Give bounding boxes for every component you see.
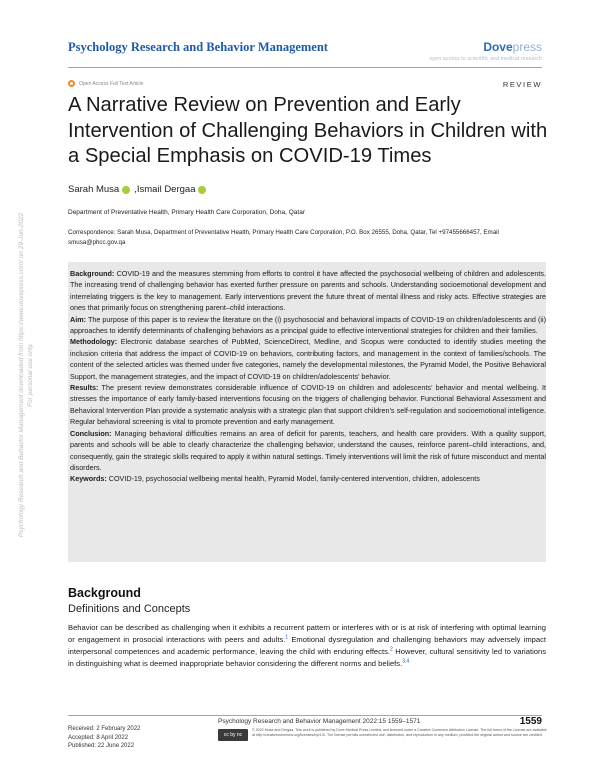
abstract-keywords: Keywords: COVID-19, psychosocial wellbeing mental health, Pyramid Model, family-centered intervention, children, adolescents [70,474,480,484]
abstract-background: Background: COVID-19 and the measures stemming from efforts to control it have affected the psychosocial wellbeing of children and adolescents. The increasing trend of challenging behavior has exerted further pressure on parents and schools. Understanding socioemotional development and interrelating triggers is the key to management. Early interventions prevent the future threat of mental illness and risky acts. Effective strategies are ones that primarily focus on strengthening parent–child interactions. [70,269,546,313]
authors [68,184,210,195]
abstract [70,268,546,485]
reference-link[interactable]: 1 [285,634,289,641]
open-access-icon [68,80,75,87]
author-name[interactable]: Ismail Dergaa [136,184,196,195]
section-heading: Background [68,586,141,600]
brand-light: press [512,40,542,54]
footer-divider [68,715,542,716]
author-name[interactable]: Sarah Musa [68,184,120,195]
article-title: A Narrative Review on Prevention and Early Intervention of Challenging Behaviors in Children with a Special Emphasis on COVID-19 Times [68,94,548,167]
article-type: REVIEW [502,80,542,89]
received-date: Received: 2 February 2022 [68,726,141,732]
cc-license-badge[interactable]: cc by nc [218,729,248,741]
abstract-conclusion: Conclusion: Managing behavioral difficulties remains an area of deficit for parents, teachers, and health care providers. With a quality support, parents and schools will be able to clearly characterize the challenging behavior, understand the causes, reinforce parent–child interactions, and, consequently, gain the strategic skills required to apply it within natural settings. Timely interventions will limit the risk of future misconduct and mental disorders. [70,428,546,472]
reference-link[interactable]: 3,4 [402,658,410,665]
open-access-label [68,80,143,87]
journal-citation: Psychology Research and Behavior Management 2022:15 1559–1571 [218,718,421,725]
publisher-logo[interactable] [483,40,542,54]
accepted-date: Accepted: 8 April 2022 [68,734,129,741]
brand-bold: Dove [483,40,513,54]
correspondence: Correspondence: Sarah Musa, Department of Preventative Health, Primary Health Care Corporation, P.O. Box 26555, Doha, Qatar, Tel +97455666457, Email smusa@phcc.gov.qa [68,229,499,246]
abstract-methodology: Methodology: Electronic database searches of PubMed, ScienceDirect, Medline, and Scopus were conducted to identify studies meeting the inclusion criteria that address the impact of COVID-19 on behaviors, contributing factors, and management in the context of families/schools. The content of the selected articles was themed under five categories, namely the developmental milestones, the Pyramid Model, the Positive Behavioral Support, the management strategies, and the impact of COVID-19 on children/adolescents’ behavior. [70,337,546,381]
body-paragraph: Behavior can be described as challenging when it exhibits a recurrent pattern or interferes with or is at risk of interfering with optimal learning or engagement in prosocial interactions with peers and adults.$^1$ Emotional dysregulation and challenging behaviors may adversely impact interpersonal competences and academic performance, leaving the child with enduring effects.$^2$ However, cultural sensitivity led to variations in distinguishing what is deemed inappropriate behavior considering the different norms and beliefs.$^{3,4}$ [68,623,547,669]
orcid-icon[interactable] [198,186,206,194]
affiliation: Department of Preventative Health, Primary Health Care Corporation, Doha, Qatar [68,209,305,216]
publisher-tagline: open access to scientific and medical research [429,56,542,62]
published-date: Published: 22 June 2022 [68,743,135,749]
header-divider [68,67,542,68]
abstract-aim: Aim: The purpose of this paper is to review the literature on the (i) psychosocial and behavioral impacts of COVID-19 on children/adolescents and (ii) approaches to identify determinants of challenging behaviors as a principal guide to effective interventional strategies for children and their families. [70,314,546,336]
abstract-results: Results: The present review demonstrates considerable influence of COVID-19 on children and adolescents’ behavior and mental wellbeing. It stresses the importance of early family-based interventions focusing on the triggers of challenging behavior. Functional Behavioral Assessment and Behavioral Intervention Plan provide a systematic analysis with a strategic plan that support children’s self-regulation and socioemotional intelligence. Regular behavioral screening is vital to promote prevention and early management. [70,383,546,427]
author-separator: , [134,184,137,195]
license-text: © 2022 Musa and Dergaa. This work is published by Dove Medical Press Limited, and licensed under a Creative Commons Attribution License. The full terms of the License are available at http://creativecommons.org/licenses/by/4.0/. The license permits unrestricted use, distribution, and reproduction in any medium, provided the original author and source are credited. [252,728,547,737]
download-watermark [18,150,34,600]
publication-dates [68,725,140,751]
journal-name: Psychology Research and Behavior Management [68,40,328,54]
reference-link[interactable]: 2 [389,646,393,653]
subsection-heading: Definitions and Concepts [68,603,191,615]
orcid-icon[interactable] [122,186,130,194]
watermark-line: For personal use only. [27,343,34,407]
page-number: 1559 [519,716,542,727]
open-access-text: Open Access Full Text Article [79,80,144,87]
watermark-line: Psychology Research and Behavior Management downloaded from https://www.dovepress.com/ on 29-Jun-2022 [18,212,25,538]
